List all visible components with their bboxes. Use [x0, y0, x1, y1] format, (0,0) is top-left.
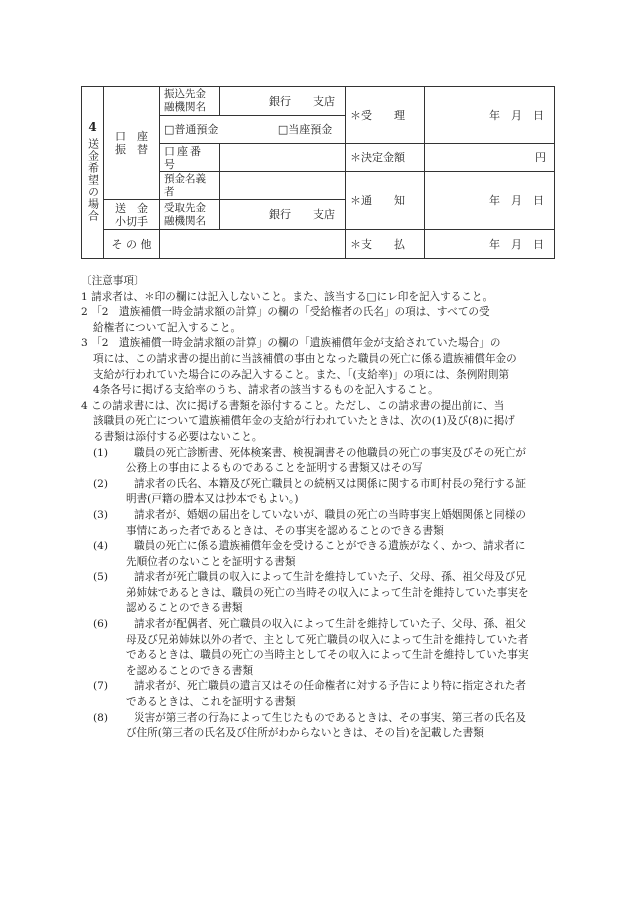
notes-section: [81, 274, 559, 742]
juri-label: ＊受 理: [346, 87, 425, 144]
attachment-number: (8): [93, 711, 109, 724]
attachment-text: 認めることのできる書類: [126, 602, 243, 615]
koza-label: 口 座: [115, 130, 148, 143]
section-4-cell: [82, 87, 104, 259]
attachment-number: (6): [93, 618, 109, 631]
attachment-item-1: [81, 446, 559, 462]
attachment-item-6-line-2: [81, 633, 559, 649]
attachment-text: 請求者が、婚姻の届出をしていないが、職員の死亡の当時事実上婚姻関係と同様の: [134, 508, 526, 521]
uketori-label: 受取先金融機関名: [160, 200, 220, 230]
note-item-3-cont-3: 4条各号に掲げる支給率のうち、請求者の該当するものを記入すること。: [93, 384, 439, 397]
account-number-label: 口座番号: [160, 144, 220, 172]
section-number: 4: [88, 119, 97, 134]
attachment-item-6: [81, 617, 559, 633]
kettei-label: ＊決定金額: [346, 144, 425, 172]
note-item-2: 2 「2 遺族補償一時金請求額の計算」の欄の「受給権者の氏名」の項は、すべての受: [81, 306, 490, 319]
attachment-list: [81, 446, 559, 742]
attachment-item-5-line-2: [81, 586, 559, 602]
furikae-label: 振 替: [115, 143, 148, 156]
shiharai-label: ＊支 払: [346, 230, 425, 259]
bank-branch-field[interactable]: 銀行 支店: [220, 87, 346, 116]
attachment-text: 先順位者のないことを証明する書類: [126, 555, 296, 568]
note-item-4-cont-1: 該職員の死亡について遺族補償年金の支給が行われていたときは、次の(1)及び(8)に掲げ: [93, 415, 515, 428]
attachment-text: 弟姉妹であるときは、職員の死亡の当時その収入によって生計を維持していた事実を: [126, 586, 529, 599]
meigi-label: 預金名義者: [160, 172, 220, 200]
attachment-text: 母及び兄弟姉妹以外の者で、主として死亡職員の収入によって生計を維持していた者: [126, 633, 529, 646]
attachment-item-5-line-3: [81, 601, 559, 617]
note-item-3: 3 「2 遺族補償一時金請求額の計算」の欄の「遺族補償年金が支給されていた場合」の: [81, 337, 501, 350]
attachment-text: 請求者が配偶者、死亡職員の収入によって生計を維持していた子、父母、孫、祖父: [134, 618, 526, 631]
account-number-field[interactable]: [220, 144, 346, 172]
attachment-item-5: [81, 570, 559, 586]
attachment-number: (2): [93, 477, 109, 490]
shiharai-date: 年 月 日: [425, 230, 555, 259]
note-item-3-cont-1: 項には、この請求書の提出前に当該補償の事由となった職員の死亡に係る遺族補償年金の: [93, 352, 517, 365]
kettei-unit: 円: [425, 144, 555, 172]
account-type-cell: [160, 116, 346, 144]
attachment-number: (7): [93, 680, 109, 693]
remittance-table: [81, 86, 555, 259]
attachment-text: 職員の死亡に係る遺族補償年金を受けることができる遺族がなく、かつ、請求者に: [134, 540, 526, 553]
sonota-field[interactable]: [160, 230, 346, 259]
notes-header: 〔注意事項〕: [81, 275, 145, 287]
attachment-item-1-line-2: [81, 461, 559, 477]
attachment-text: であるときは、職員の死亡の当時主としてその収入によって生計を維持していた事実: [126, 649, 529, 662]
attachment-item-4: [81, 539, 559, 555]
attachment-item-3: [81, 508, 559, 524]
sokin-label: 送 金: [115, 201, 148, 215]
attachment-text: 請求者の氏名、本籍及び死亡職員との続柄又は関係に関する市町村長の発行する証: [134, 477, 526, 490]
kogitte-label: 小切手: [115, 214, 148, 228]
attachment-number: (5): [93, 571, 109, 584]
note-item-1: 1 請求者は、＊印の欄には記入しないこと。また、該当する□にレ印を記入すること。: [81, 290, 494, 303]
meigi-field[interactable]: [220, 172, 346, 200]
attachment-item-6-line-3: [81, 648, 559, 664]
note-item-3-cont-2: 支給が行われていた場合にのみ記入すること。また、「(支給率)」の項には、条例附則第: [93, 368, 510, 381]
bank-branch-field-2[interactable]: 銀行 支店: [220, 200, 346, 230]
attachment-text: であるときは、これを証明する書類: [126, 696, 296, 709]
toza-checkbox[interactable]: □当座預金: [277, 123, 333, 136]
attachment-number: (1): [93, 446, 109, 459]
attachment-number: (4): [93, 540, 109, 553]
sonota-label: そ の 他: [104, 230, 160, 259]
furikomi-label: 振込先金融機関名: [160, 87, 220, 116]
attachment-item-6-line-4: [81, 664, 559, 680]
attachment-number: (3): [93, 508, 109, 521]
tsuchi-date: 年 月 日: [425, 172, 555, 230]
tsuchi-label: ＊通 知: [346, 172, 425, 230]
attachment-item-2: [81, 477, 559, 493]
attachment-text: を認めることのできる書類: [126, 664, 254, 677]
attachment-text: 請求者が死亡職員の収入によって生計を維持していた子、父母、孫、祖父母及び兄: [134, 571, 526, 584]
attachment-text: 災害が第三者の行為によって生じたものであるときは、その事実、第三者の氏名及: [134, 711, 526, 724]
attachment-item-7-line-2: [81, 695, 559, 711]
note-item-4: 4 この請求書には、次に掲げる書類を添付すること。ただし、この請求書の提出前に、当: [81, 399, 505, 412]
juri-date: 年 月 日: [425, 87, 555, 144]
futsu-checkbox[interactable]: □普通預金: [164, 123, 219, 136]
sokin-kogitte-cell: [104, 200, 160, 230]
attachment-text: 明書(戸籍の謄本又は抄本でもよい。): [126, 493, 299, 506]
attachment-item-4-line-2: [81, 555, 559, 571]
attachment-text: 公務上の事由によるものであることを証明する書類又はその写: [126, 462, 423, 475]
attachment-item-8: [81, 711, 559, 727]
note-item-2-cont: 給権者について記入すること。: [93, 321, 242, 334]
attachment-text: 請求者が、死亡職員の遺言又はその任命権者に対する予告により特に指定された者: [134, 680, 526, 693]
attachment-item-7: [81, 679, 559, 695]
attachment-text: 職員の死亡診断書、死体検案書、検視調書その他職員の死亡の事実及びその死亡が: [134, 446, 526, 459]
attachment-text: び住所(第三者の氏名及び住所がわからないときは、その旨)を記載した書類: [126, 727, 484, 740]
koza-furikae-cell: [104, 87, 160, 200]
note-item-4-cont-2: る書類は添付する必要はないこと。: [93, 430, 263, 443]
attachment-item-8-line-2: [81, 726, 559, 742]
attachment-item-2-line-2: [81, 492, 559, 508]
attachment-text: 事情にあった者であるときは、その事実を認めることのできる書類: [126, 524, 444, 537]
section-label: 送金希望の場合: [86, 137, 100, 222]
attachment-item-3-line-2: [81, 524, 559, 540]
